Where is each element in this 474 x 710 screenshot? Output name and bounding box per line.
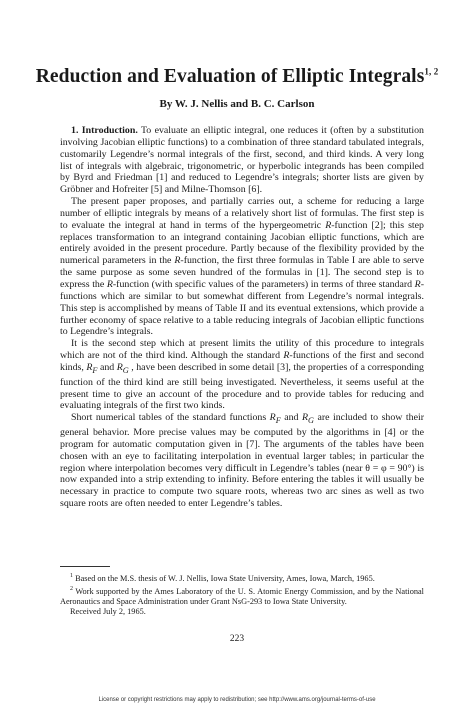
article-body [60,125,424,510]
received-date: Received July 2, 1965. [70,606,146,616]
paragraph-text: -functions of the first and second kinds, [60,350,424,373]
license-notice: License or copyright restrictions may apply to redistribution; see http://www.ams.org/journal-terms-of-use [98,697,376,703]
paragraph-text: Short numerical tables of the standard functions [71,412,270,424]
math-symbol: R [106,278,113,290]
section-heading: 1. Introduction. [71,125,138,136]
footnote-text: Based on the M.S. thesis of W. J. Nellis, Iowa State University, Ames, Iowa, March, 1965. [73,573,375,583]
article-title [30,66,444,88]
math-subscript: G [122,365,129,375]
footnote-mark: 1 [70,573,73,579]
paragraph-introduction [60,125,424,196]
math-symbol: R [174,255,181,267]
math-symbol: R [283,350,290,362]
paragraph-text: -function [2]; this step replaces transformation to an integrand containing Jacobian elliptic functions, which are entirely avoided in the present procedure. Partly because of the flexibility provided by the numerical parameters in the [60,219,424,267]
math-subscript: G [308,416,314,426]
paragraph-text: The present paper proposes, and partially carries out, a scheme for reducing a large number of elliptic integrals by means of a relatively short list of formulas. The first step is to evaluate the integral at hand in terms of the hypergeometric [60,196,424,231]
footnotes [60,571,424,617]
math-symbol: R [414,278,421,290]
paragraph-text: and [280,412,302,424]
title-text: Reduction and Evaluation of Elliptic Integrals [35,66,425,87]
paragraph-numerical-tables [60,412,424,510]
title-footnote-marks: 1, 2 [424,66,439,77]
article-authors: By W. J. Nellis and B. C. Carlson [159,98,315,110]
paragraph-text: -functions which are similar to but somewhat different from Legendre’s normal integrals. This step is accomplished by means of Table II and its eventual extensions, which provide a further economy of space relative to a table reducing integrals of Jacobian elliptic functions to Legendre’s integrals. [60,278,424,338]
page-number: 223 [229,634,245,644]
math-subscript: F [275,416,281,426]
paragraph-text: It is the second step which at present limits the utility of this procedure to integrals which are not of the third kind. Although the standard [60,338,424,362]
paragraph-text: are included to show their general behavior. More precise values may be computed by the algorithms in [4] or the program for automatic computation given in [7]. The arguments of the tables have been chosen with an eye to facilitating interpolation in eventual larger tables; in particular the region where interpolation becomes very difficult in Legendre’s tables (near θ = φ = 90°) is now expanded into a strip extending to infinity. Before entering the tables it will usually be necessary in practice to compute two square roots, whereas two arc sines as well as two square roots are often needed to enter Legendre’s tables. [60,412,424,510]
math-symbol: R [86,361,93,373]
paragraph-text: , have been described in some detail [3], the properties of a corresponding function of the third kind are still being investigated. Nevertheless, it seems useful at the present time to give an account of the procedure and to provide tables for reducing and evaluating integrals of the first two kinds. [60,361,424,412]
footnote-mark: 2 [70,585,73,592]
math-symbol: R [116,361,123,373]
footnote-text: Work supported by the Ames Laboratory of the U. S. Atomic Energy Commission, and by the National Aeronautics and Space Administration under Grant NsG-293 to Iowa State University. [60,586,424,606]
footnote-divider [60,566,110,567]
paragraph-text: -function, the first three formulas in Table I are able to serve the same purpose as some seven hundred of the formulas in [1]. The second step is to express the [60,255,425,290]
footnote-1 [60,571,424,584]
paragraph-text: To evaluate an elliptic integral, one reduces it (often by a substitution involving Jacobian elliptic functions) to a combination of three standard tabulated integrals, customarily Legendre’s normal integrals of the first, second, and third kinds. A very long list of integrals with algebraic, trigonometric, or hyperbolic integrands has been compiled by Byrd and Friedman [1] and reduced to Legendre’s integrals; shorter lists are given by Gröbner and Hofreiter [5] and Milne-Thomson [6]. [60,125,424,196]
paragraph-text: and [97,361,117,373]
math-subscript: F [92,365,98,375]
math-symbol: R [269,412,276,424]
paragraph-second-step [60,338,424,412]
math-symbol: R [325,219,332,231]
footnote-2 [60,584,424,607]
paragraph-text: -function (with specific values of the parameters) in terms of three standard [112,278,415,290]
paragraph-scheme [60,196,424,338]
math-symbol: R [301,412,309,424]
